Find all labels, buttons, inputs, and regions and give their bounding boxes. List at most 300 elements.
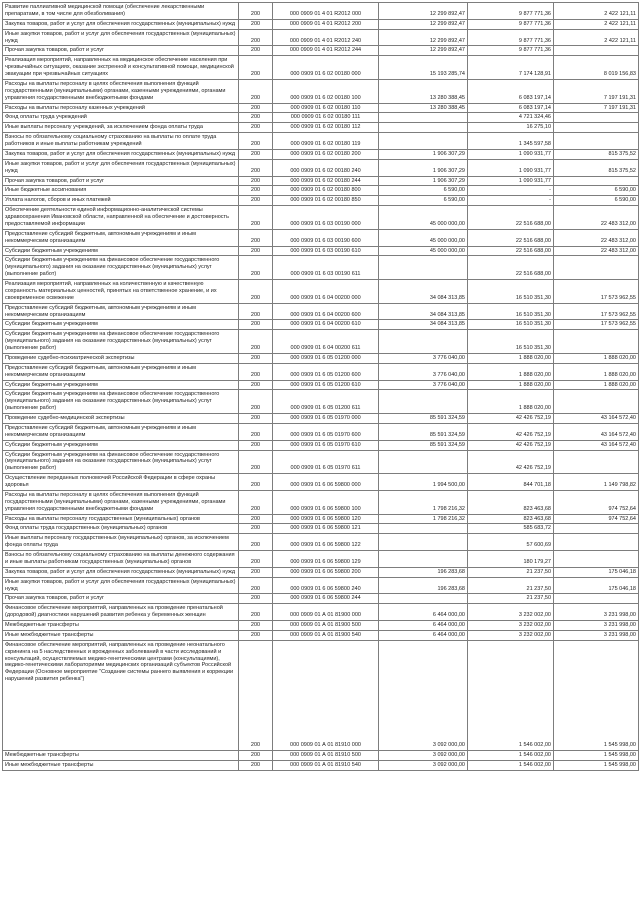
row-kbk-cell: 000 0909 01 А 01 81910 540: [273, 760, 379, 770]
table-row: [3, 19, 639, 29]
row-amount-executed-cell: 3 232 002,00: [468, 604, 554, 621]
table-row: [3, 594, 639, 604]
row-amount-executed-cell: 180 179,27: [468, 551, 554, 568]
row-amount-executed-cell: 1 888 020,00: [468, 390, 554, 414]
row-amount-approved-cell: 6 464 000,00: [379, 604, 468, 621]
row-kbk-cell: 000 0909 01 6 06 59800 200: [273, 567, 379, 577]
row-amount-executed-cell: 9 877 771,36: [468, 19, 554, 29]
row-line-code-cell: 200: [239, 186, 273, 196]
row-amount-approved-cell: [379, 123, 468, 133]
row-amount-unexecuted-cell: [554, 551, 639, 568]
row-amount-executed-cell: 21 237,50: [468, 577, 554, 594]
row-amount-unexecuted-cell: 1 545 998,00: [554, 750, 639, 760]
row-amount-approved-cell: 1 906 307,29: [379, 176, 468, 186]
row-kbk-cell: 000 0909 01 6 02 00180 240: [273, 159, 379, 176]
row-amount-unexecuted-cell: [554, 123, 639, 133]
row-amount-approved-cell: 196 283,68: [379, 567, 468, 577]
row-kbk-cell: 000 0909 01 4 01 R2012 200: [273, 19, 379, 29]
row-amount-unexecuted-cell: 43 164 572,40: [554, 423, 639, 440]
row-name-cell: Закупка товаров, работ и услуг для обеспечения государственных (муниципальных) нужд: [3, 149, 239, 159]
row-name-cell: Взносы по обязательному социальному страхованию на выплаты по оплате труда работников и иные выплаты работникам учреждений: [3, 133, 239, 150]
row-amount-executed-cell: 823 463,68: [468, 514, 554, 524]
row-amount-unexecuted-cell: 17 573 962,55: [554, 280, 639, 304]
row-amount-executed-cell: -: [468, 186, 554, 196]
table-row: [3, 123, 639, 133]
table-row: [3, 176, 639, 186]
table-row: [3, 56, 639, 80]
row-amount-approved-cell: 196 283,68: [379, 577, 468, 594]
row-amount-approved-cell: 45 000 000,00: [379, 206, 468, 230]
row-amount-unexecuted-cell: 8 019 156,83: [554, 56, 639, 80]
table-row: [3, 380, 639, 390]
table-row: [3, 113, 639, 123]
row-amount-executed-cell: 844 701,18: [468, 474, 554, 491]
row-amount-executed-cell: 1 090 931,77: [468, 176, 554, 186]
row-line-code-cell: 200: [239, 246, 273, 256]
row-amount-approved-cell: 85 591 324,59: [379, 414, 468, 424]
row-amount-unexecuted-cell: 3 231 998,00: [554, 621, 639, 631]
row-amount-unexecuted-cell: 1 888 020,00: [554, 363, 639, 380]
table-row: [3, 133, 639, 150]
row-name-cell: Закупка товаров, работ и услуг для обеспечения государственных (муниципальных) нужд: [3, 567, 239, 577]
row-kbk-cell: 000 0909 01 А 01 81900 000: [273, 604, 379, 621]
row-line-code-cell: 200: [239, 440, 273, 450]
row-amount-unexecuted-cell: 2 422 121,11: [554, 29, 639, 46]
row-name-cell: Иные межбюджетные трансферты: [3, 630, 239, 640]
row-amount-unexecuted-cell: [554, 534, 639, 551]
row-amount-unexecuted-cell: [554, 330, 639, 354]
row-amount-approved-cell: 45 000 000,00: [379, 246, 468, 256]
row-line-code-cell: 200: [239, 380, 273, 390]
row-line-code-cell: 200: [239, 450, 273, 474]
row-amount-approved-cell: 1 994 500,00: [379, 474, 468, 491]
row-kbk-cell: 000 0909 01 А 01 81900 500: [273, 621, 379, 631]
table-row: [3, 353, 639, 363]
table-row: [3, 524, 639, 534]
row-amount-unexecuted-cell: 1 888 020,00: [554, 353, 639, 363]
row-amount-executed-cell: 42 426 752,19: [468, 450, 554, 474]
row-name-cell: Расходы на выплаты персоналу в целях обеспечения выполнения функций государственными (муниципальными) органами, казенными учреждениями, органами управления государственными внебюджетными фондами: [3, 490, 239, 514]
row-kbk-cell: 000 0909 01 6 06 59800 100: [273, 490, 379, 514]
row-kbk-cell: 000 0909 01 6 03 00190 000: [273, 206, 379, 230]
row-amount-approved-cell: 85 591 324,59: [379, 440, 468, 450]
row-kbk-cell: 000 0909 01 6 02 00180 112: [273, 123, 379, 133]
row-kbk-cell: 000 0909 01 6 06 59800 121: [273, 524, 379, 534]
table-row: [3, 320, 639, 330]
table-row: [3, 330, 639, 354]
row-kbk-cell: 000 0909 01 6 04 00200 610: [273, 320, 379, 330]
row-name-cell: Развитие паллиативной медицинской помощи (обеспечение лекарственными препаратами, в том числе для обезболивания): [3, 3, 239, 20]
row-line-code-cell: 200: [239, 750, 273, 760]
row-amount-unexecuted-cell: [554, 46, 639, 56]
row-line-code-cell: 200: [239, 123, 273, 133]
row-amount-approved-cell: 6 590,00: [379, 186, 468, 196]
row-name-cell: Иные бюджетные ассигнования: [3, 186, 239, 196]
row-kbk-cell: 000 0909 01 6 06 59800 240: [273, 577, 379, 594]
row-amount-approved-cell: [379, 113, 468, 123]
row-name-cell: Межбюджетные трансферты: [3, 750, 239, 760]
row-amount-approved-cell: [379, 330, 468, 354]
row-amount-executed-cell: 3 232 002,00: [468, 630, 554, 640]
table-row: [3, 450, 639, 474]
row-amount-unexecuted-cell: 175 046,18: [554, 577, 639, 594]
row-line-code-cell: 200: [239, 760, 273, 770]
row-amount-unexecuted-cell: 43 164 572,40: [554, 414, 639, 424]
row-amount-approved-cell: 3 092 000,00: [379, 760, 468, 770]
row-amount-unexecuted-cell: [554, 113, 639, 123]
row-amount-approved-cell: 6 590,00: [379, 196, 468, 206]
row-kbk-cell: 000 0909 01 6 02 00180 100: [273, 79, 379, 103]
row-name-cell: Предоставление субсидий бюджетным, автономным учреждениям и иным некоммерческим организациям: [3, 423, 239, 440]
row-name-cell: Осуществление переданных полномочий Российской Федерации в сфере охраны здоровья: [3, 474, 239, 491]
row-line-code-cell: 200: [239, 490, 273, 514]
row-amount-approved-cell: 1 906 307,29: [379, 149, 468, 159]
row-kbk-cell: 000 0909 01 6 03 00190 610: [273, 246, 379, 256]
row-kbk-cell: 000 0909 01 6 06 59800 129: [273, 551, 379, 568]
row-amount-approved-cell: 12 299 892,47: [379, 19, 468, 29]
row-amount-executed-cell: 1 888 020,00: [468, 363, 554, 380]
row-line-code-cell: 200: [239, 423, 273, 440]
row-amount-executed-cell: 7 174 128,91: [468, 56, 554, 80]
row-amount-executed-cell: 3 232 002,00: [468, 621, 554, 631]
row-line-code-cell: 200: [239, 524, 273, 534]
row-amount-unexecuted-cell: 7 197 191,31: [554, 79, 639, 103]
row-amount-approved-cell: 13 280 388,45: [379, 103, 468, 113]
row-amount-executed-cell: 16 510 351,30: [468, 320, 554, 330]
row-amount-unexecuted-cell: 43 164 572,40: [554, 440, 639, 450]
row-amount-approved-cell: [379, 524, 468, 534]
row-amount-executed-cell: 1 345 597,58: [468, 133, 554, 150]
row-line-code-cell: 200: [239, 640, 273, 750]
table-row: [3, 440, 639, 450]
row-line-code-cell: 200: [239, 303, 273, 320]
row-amount-executed-cell: 22 516 688,00: [468, 229, 554, 246]
row-kbk-cell: 000 0909 01 6 05 01970 600: [273, 423, 379, 440]
row-amount-executed-cell: 1 546 002,00: [468, 640, 554, 750]
row-amount-unexecuted-cell: 3 231 998,00: [554, 630, 639, 640]
row-name-cell: Реализация мероприятий, направленных на медицинское обеспечение населения при чрезвычайных ситуациях, оказание экстренной и консультативной помощи, медицинской эвакуации при чрезвычайных ситуациях: [3, 56, 239, 80]
row-amount-approved-cell: [379, 534, 468, 551]
row-line-code-cell: 200: [239, 206, 273, 230]
row-amount-approved-cell: [379, 256, 468, 280]
row-kbk-cell: 000 0909 01 6 05 01970 611: [273, 450, 379, 474]
row-line-code-cell: 200: [239, 604, 273, 621]
table-row: [3, 363, 639, 380]
row-amount-approved-cell: 3 776 040,00: [379, 380, 468, 390]
row-amount-executed-cell: 42 426 752,19: [468, 414, 554, 424]
row-kbk-cell: 000 0909 01 6 04 00200 000: [273, 280, 379, 304]
table-row: [3, 390, 639, 414]
row-amount-executed-cell: 22 516 688,00: [468, 206, 554, 230]
row-amount-executed-cell: 42 426 752,19: [468, 423, 554, 440]
row-kbk-cell: 000 0909 01 6 05 01200 000: [273, 353, 379, 363]
row-amount-unexecuted-cell: 17 573 962,55: [554, 303, 639, 320]
row-name-cell: Иные выплаты персоналу государственных (муниципальных) органов, за исключением фонда оплаты труда: [3, 534, 239, 551]
row-line-code-cell: 200: [239, 514, 273, 524]
row-amount-unexecuted-cell: 22 483 312,00: [554, 229, 639, 246]
table-row: [3, 246, 639, 256]
row-amount-approved-cell: [379, 551, 468, 568]
row-amount-approved-cell: 12 299 892,47: [379, 29, 468, 46]
row-amount-unexecuted-cell: 974 752,64: [554, 514, 639, 524]
row-line-code-cell: 200: [239, 390, 273, 414]
row-name-cell: Субсидии бюджетным учреждениям: [3, 380, 239, 390]
table-row: [3, 534, 639, 551]
table-row: [3, 750, 639, 760]
row-amount-executed-cell: 16 510 351,30: [468, 330, 554, 354]
row-kbk-cell: 000 0909 01 А 01 81910 500: [273, 750, 379, 760]
row-name-cell: Субсидии бюджетным учреждениям на финансовое обеспечение государственного (муниципального) задания на оказание государственных (муниципальных) услуг (выполнение работ): [3, 256, 239, 280]
row-name-cell: Субсидии бюджетным учреждениям: [3, 246, 239, 256]
row-line-code-cell: 200: [239, 594, 273, 604]
row-amount-executed-cell: 1 090 931,77: [468, 149, 554, 159]
row-name-cell: Субсидии бюджетным учреждениям: [3, 320, 239, 330]
table-row: [3, 577, 639, 594]
row-amount-approved-cell: 34 084 313,85: [379, 303, 468, 320]
row-line-code-cell: 200: [239, 19, 273, 29]
table-row: [3, 103, 639, 113]
row-line-code-cell: 200: [239, 280, 273, 304]
row-amount-approved-cell: 3 092 000,00: [379, 640, 468, 750]
row-line-code-cell: 200: [239, 133, 273, 150]
row-kbk-cell: 000 0909 01 6 02 00180 000: [273, 56, 379, 80]
row-amount-executed-cell: 22 516 688,00: [468, 246, 554, 256]
row-amount-executed-cell: 57 600,69: [468, 534, 554, 551]
table-row: [3, 567, 639, 577]
row-amount-executed-cell: 42 426 752,19: [468, 440, 554, 450]
row-kbk-cell: 000 0909 01 4 01 R2012 240: [273, 29, 379, 46]
row-name-cell: Фонд оплаты труда учреждений: [3, 113, 239, 123]
row-name-cell: Субсидии бюджетным учреждениям: [3, 440, 239, 450]
row-amount-approved-cell: 3 776 040,00: [379, 353, 468, 363]
row-name-cell: Прочая закупка товаров, работ и услуг: [3, 46, 239, 56]
row-amount-executed-cell: 585 683,72: [468, 524, 554, 534]
table-row: [3, 640, 639, 750]
table-row: [3, 256, 639, 280]
table-row: [3, 186, 639, 196]
row-line-code-cell: 200: [239, 56, 273, 80]
row-amount-approved-cell: 1 906 307,29: [379, 159, 468, 176]
row-amount-unexecuted-cell: 974 752,64: [554, 490, 639, 514]
row-line-code-cell: 200: [239, 79, 273, 103]
row-name-cell: Реализация мероприятий, направленных на количественную и качественную сохранность материальных ценностей, принятых на ответственное хранение, и их своевременное освежение: [3, 280, 239, 304]
row-line-code-cell: 200: [239, 630, 273, 640]
row-line-code-cell: 200: [239, 149, 273, 159]
table-row: [3, 149, 639, 159]
row-amount-executed-cell: 1 888 020,00: [468, 380, 554, 390]
row-amount-unexecuted-cell: 17 573 962,55: [554, 320, 639, 330]
row-kbk-cell: 000 0909 01 6 02 00180 119: [273, 133, 379, 150]
row-amount-unexecuted-cell: [554, 594, 639, 604]
row-kbk-cell: 000 0909 01 6 02 00180 850: [273, 196, 379, 206]
row-name-cell: Иные закупки товаров, работ и услуг для обеспечения государственных (муниципальных) нужд: [3, 29, 239, 46]
table-row: [3, 29, 639, 46]
row-amount-unexecuted-cell: [554, 176, 639, 186]
row-name-cell: Финансовое обеспечение мероприятий, направленных на проведение пренатальной (дородовой) диагностики нарушений развития ребенка у беременных женщин: [3, 604, 239, 621]
row-name-cell: Расходы на выплаты персоналу в целях обеспечения выполнения функций государственными (муниципальными) органами, казенными учреждениями, органами управления государственными внебюджетными фондами: [3, 79, 239, 103]
row-kbk-cell: 000 0909 01 6 06 59800 120: [273, 514, 379, 524]
table-row: [3, 159, 639, 176]
row-line-code-cell: 200: [239, 103, 273, 113]
row-amount-unexecuted-cell: 2 422 121,11: [554, 19, 639, 29]
row-amount-approved-cell: [379, 133, 468, 150]
row-amount-unexecuted-cell: [554, 524, 639, 534]
row-kbk-cell: 000 0909 01 А 01 81910 000: [273, 640, 379, 750]
row-amount-unexecuted-cell: 22 483 312,00: [554, 246, 639, 256]
row-amount-executed-cell: -: [468, 196, 554, 206]
row-line-code-cell: 200: [239, 256, 273, 280]
row-kbk-cell: 000 0909 01 6 06 59800 122: [273, 534, 379, 551]
row-amount-approved-cell: 1 798 216,32: [379, 490, 468, 514]
row-amount-approved-cell: 6 464 000,00: [379, 621, 468, 631]
row-name-cell: Субсидии бюджетным учреждениям на финансовое обеспечение государственного (муниципального) задания на оказание государственных (муниципальных) услуг (выполнение работ): [3, 450, 239, 474]
row-name-cell: Обеспечение деятельности единой информационно-аналитической системы здравоохранения Ивановской области, направленной на обеспечение и достоверность предоставляемой информации: [3, 206, 239, 230]
row-amount-executed-cell: 22 516 688,00: [468, 256, 554, 280]
row-kbk-cell: 000 0909 01 6 02 00180 800: [273, 186, 379, 196]
row-name-cell: Субсидии бюджетным учреждениям на финансовое обеспечение государственного (муниципального) задания на оказание государственных (муниципальных) услуг (выполнение работ): [3, 390, 239, 414]
row-line-code-cell: 200: [239, 567, 273, 577]
row-name-cell: Иные выплаты персоналу учреждений, за исключением фонда оплаты труда: [3, 123, 239, 133]
table-row: [3, 79, 639, 103]
row-amount-executed-cell: 9 877 771,36: [468, 29, 554, 46]
row-amount-approved-cell: 85 591 324,59: [379, 423, 468, 440]
row-amount-unexecuted-cell: 815 375,52: [554, 159, 639, 176]
table-row: [3, 630, 639, 640]
table-row: [3, 514, 639, 524]
row-name-cell: Иные межбюджетные трансферты: [3, 760, 239, 770]
row-amount-unexecuted-cell: 6 590,00: [554, 196, 639, 206]
table-row: [3, 423, 639, 440]
row-kbk-cell: 000 0909 01 6 04 00200 611: [273, 330, 379, 354]
row-amount-unexecuted-cell: 7 197 191,31: [554, 103, 639, 113]
row-line-code-cell: 200: [239, 159, 273, 176]
row-amount-approved-cell: 1 798 216,32: [379, 514, 468, 524]
row-amount-executed-cell: 823 463,68: [468, 490, 554, 514]
row-amount-approved-cell: 13 280 388,45: [379, 79, 468, 103]
table-row: [3, 621, 639, 631]
row-name-cell: Закупка товаров, работ и услуг для обеспечения государственных (муниципальных) нужд: [3, 19, 239, 29]
row-line-code-cell: 200: [239, 363, 273, 380]
row-line-code-cell: 200: [239, 353, 273, 363]
row-amount-approved-cell: [379, 390, 468, 414]
budget-table-body: [3, 3, 639, 771]
row-amount-executed-cell: 4 721 324,46: [468, 113, 554, 123]
row-name-cell: Прочая закупка товаров, работ и услуг: [3, 176, 239, 186]
row-amount-unexecuted-cell: [554, 256, 639, 280]
row-amount-unexecuted-cell: 6 590,00: [554, 186, 639, 196]
table-row: [3, 46, 639, 56]
row-line-code-cell: 200: [239, 474, 273, 491]
row-amount-unexecuted-cell: 22 483 312,00: [554, 206, 639, 230]
table-row: [3, 303, 639, 320]
row-amount-unexecuted-cell: 1 545 998,00: [554, 760, 639, 770]
row-kbk-cell: 000 0909 01 4 01 R2012 244: [273, 46, 379, 56]
row-kbk-cell: 000 0909 01 6 02 00180 244: [273, 176, 379, 186]
row-line-code-cell: 200: [239, 229, 273, 246]
row-amount-executed-cell: 1 546 002,00: [468, 760, 554, 770]
row-name-cell: Уплата налогов, сборов и иных платежей: [3, 196, 239, 206]
row-line-code-cell: 200: [239, 320, 273, 330]
row-amount-approved-cell: 45 000 000,00: [379, 229, 468, 246]
row-amount-executed-cell: 6 083 197,14: [468, 103, 554, 113]
row-name-cell: Расходы на выплаты персоналу государственных (муниципальных) органов: [3, 514, 239, 524]
row-amount-unexecuted-cell: 1 888 020,00: [554, 380, 639, 390]
table-row: [3, 206, 639, 230]
row-kbk-cell: 000 0909 01 6 05 01970 000: [273, 414, 379, 424]
row-amount-executed-cell: 1 090 931,77: [468, 159, 554, 176]
row-amount-unexecuted-cell: 815 375,52: [554, 149, 639, 159]
row-line-code-cell: 200: [239, 534, 273, 551]
row-line-code-cell: 200: [239, 621, 273, 631]
row-name-cell: Проведение судебно-медицинской экспертизы: [3, 414, 239, 424]
row-amount-approved-cell: 3 092 000,00: [379, 750, 468, 760]
row-amount-approved-cell: 6 464 000,00: [379, 630, 468, 640]
row-name-cell: Предоставление субсидий бюджетным, автономным учреждениям и иным некоммерческим организациям: [3, 229, 239, 246]
row-kbk-cell: 000 0909 01 6 04 00200 600: [273, 303, 379, 320]
row-amount-executed-cell: 6 083 197,14: [468, 79, 554, 103]
table-row: [3, 414, 639, 424]
table-row: [3, 474, 639, 491]
row-line-code-cell: 200: [239, 196, 273, 206]
row-line-code-cell: 200: [239, 29, 273, 46]
row-kbk-cell: 000 0909 01 6 05 01200 611: [273, 390, 379, 414]
row-amount-executed-cell: 1 546 002,00: [468, 750, 554, 760]
row-amount-executed-cell: 16 510 351,30: [468, 303, 554, 320]
table-row: [3, 760, 639, 770]
table-row: [3, 3, 639, 20]
row-amount-unexecuted-cell: [554, 390, 639, 414]
table-row: [3, 280, 639, 304]
row-line-code-cell: 200: [239, 414, 273, 424]
row-line-code-cell: 200: [239, 176, 273, 186]
row-amount-unexecuted-cell: [554, 133, 639, 150]
row-kbk-cell: 000 0909 01 6 05 01200 610: [273, 380, 379, 390]
row-amount-unexecuted-cell: 1 149 798,82: [554, 474, 639, 491]
row-name-cell: Финансовое обеспечение мероприятий, направленных на проведение неонатального скрининга на 5 наследственных и врожденных заболеваний в части исследований и консультаций, осуществляемых медико-генетическими центрами (консультациями), медико-генетическими лабораториями медицинских организаций субъектов Российской Федерации (Основное мероприятие "Создание системы раннего выявления и коррекции нарушений развития ребенка"): [3, 640, 239, 750]
row-kbk-cell: 000 0909 01 4 01 R2012 000: [273, 3, 379, 20]
row-name-cell: Фонд оплаты труда государственных (муниципальных) органов: [3, 524, 239, 534]
row-kbk-cell: 000 0909 01 6 05 01200 600: [273, 363, 379, 380]
row-kbk-cell: 000 0909 01 6 02 00180 111: [273, 113, 379, 123]
row-line-code-cell: 200: [239, 577, 273, 594]
row-amount-approved-cell: 12 299 892,47: [379, 46, 468, 56]
row-amount-approved-cell: [379, 594, 468, 604]
row-name-cell: Иные закупки товаров, работ и услуг для обеспечения государственных (муниципальных) нужд: [3, 159, 239, 176]
row-amount-executed-cell: 16 275,10: [468, 123, 554, 133]
row-kbk-cell: 000 0909 01 6 06 59800 244: [273, 594, 379, 604]
row-amount-executed-cell: 9 877 771,36: [468, 46, 554, 56]
row-amount-executed-cell: 1 888 020,00: [468, 353, 554, 363]
row-name-cell: Предоставление субсидий бюджетным, автономным учреждениям и иным некоммерческим организациям: [3, 363, 239, 380]
row-name-cell: Предоставление субсидий бюджетным, автономным учреждениям и иным некоммерческим организациям: [3, 303, 239, 320]
row-line-code-cell: 200: [239, 46, 273, 56]
row-name-cell: Иные закупки товаров, работ и услуг для обеспечения государственных (муниципальных) нужд: [3, 577, 239, 594]
row-amount-executed-cell: 9 877 771,36: [468, 3, 554, 20]
table-row: [3, 604, 639, 621]
row-amount-approved-cell: [379, 450, 468, 474]
row-kbk-cell: 000 0909 01 А 01 81900 540: [273, 630, 379, 640]
row-amount-unexecuted-cell: 3 231 998,00: [554, 604, 639, 621]
table-row: [3, 551, 639, 568]
row-kbk-cell: 000 0909 01 6 03 00190 611: [273, 256, 379, 280]
row-line-code-cell: 200: [239, 330, 273, 354]
row-amount-unexecuted-cell: 175 046,18: [554, 567, 639, 577]
row-line-code-cell: 200: [239, 3, 273, 20]
row-amount-unexecuted-cell: [554, 450, 639, 474]
table-row: [3, 490, 639, 514]
row-amount-unexecuted-cell: 2 422 121,11: [554, 3, 639, 20]
row-name-cell: Межбюджетные трансферты: [3, 621, 239, 631]
